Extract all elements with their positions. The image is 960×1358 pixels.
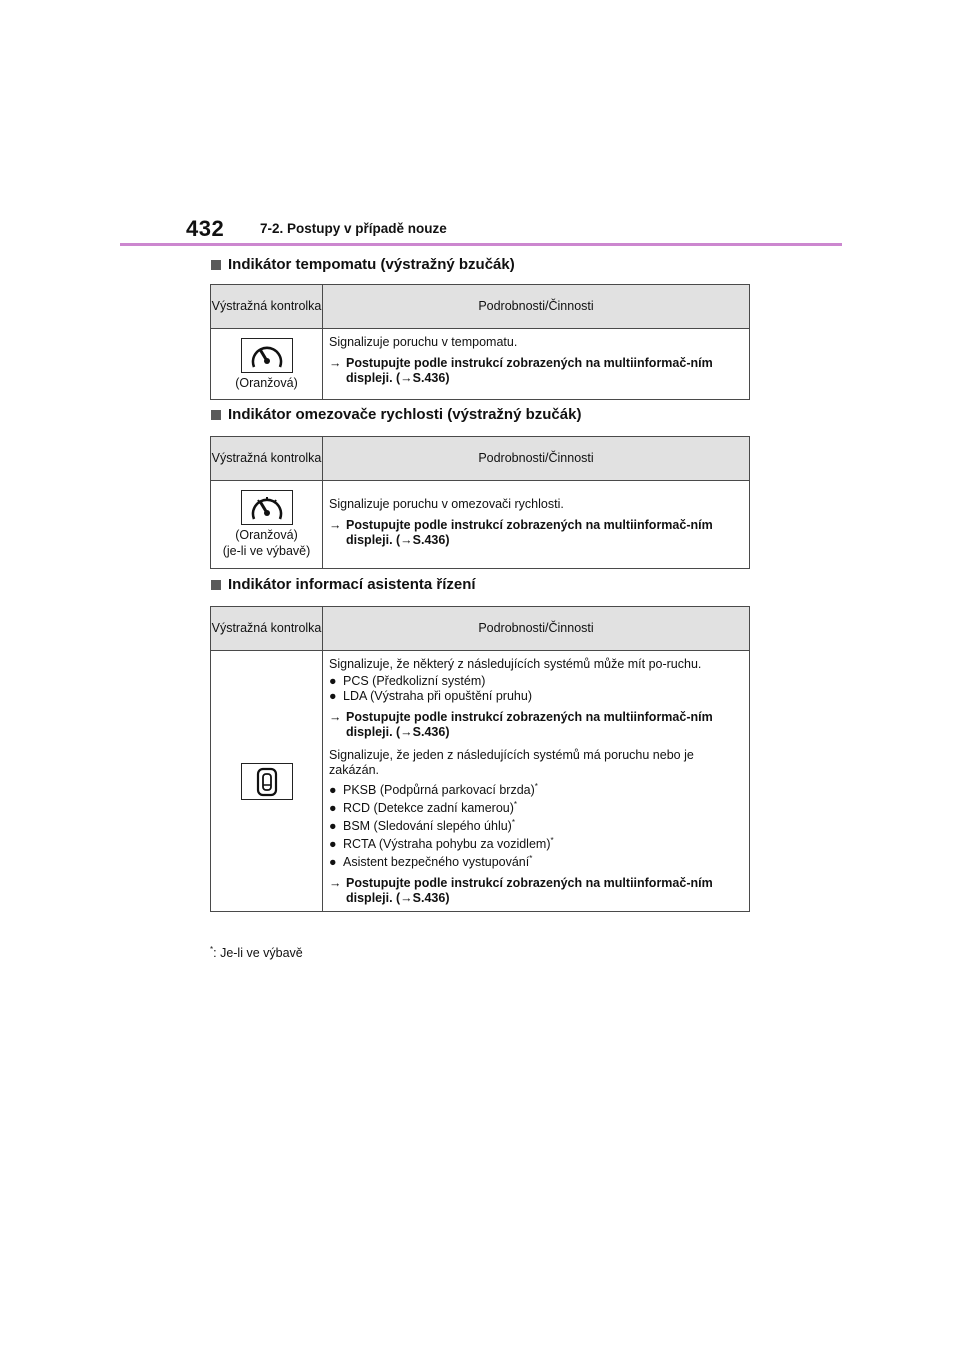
description-text: Signalizuje, že jeden z následujících systémů má poruchu nebo je zakázán.	[329, 748, 694, 777]
details-cell	[323, 651, 750, 912]
list-item-text: RCTA (Výstraha pohybu za vozidlem)	[343, 837, 551, 851]
bullet-dot-icon: ●	[329, 689, 337, 703]
header-lamp: Výstražná kontrolka	[211, 285, 323, 329]
table-row	[211, 481, 750, 569]
bullet-dot-icon: ●	[329, 819, 337, 833]
action-instruction	[329, 356, 744, 386]
bullet-dot-icon: ●	[329, 855, 337, 869]
arrow-icon: →	[329, 876, 342, 890]
footnote-mark: *	[534, 781, 538, 791]
action-text: Postupujte podle instrukcí zobrazených na multiinformač-ním displeji. (→S.436)	[346, 876, 713, 905]
bullet-dot-icon: ●	[329, 783, 337, 797]
arrow-icon: →	[329, 710, 342, 724]
list-item	[329, 801, 744, 816]
list-item-text: PCS (Předkolizní systém)	[343, 674, 486, 688]
lamp-color-caption: (Oranžová)	[235, 375, 298, 390]
warning-table-driving-assist	[210, 606, 750, 912]
footnote-mark: *	[550, 835, 554, 845]
list-item	[329, 837, 744, 852]
square-bullet-icon	[211, 410, 221, 420]
list-item	[329, 819, 744, 834]
description-text: Signalizuje poruchu v omezovači rychlosti.	[329, 496, 564, 511]
header-details: Podrobnosti/Činnosti	[323, 285, 750, 329]
list-item	[329, 855, 744, 870]
action-text: Postupujte podle instrukcí zobrazených na multiinformač-ním displeji. (→S.436)	[346, 356, 713, 385]
list-item-text: LDA (Výstraha při opuštění pruhu)	[343, 689, 532, 703]
square-bullet-icon	[211, 580, 221, 590]
section-heading-driving-assist	[211, 576, 476, 593]
table-header-row	[211, 437, 750, 481]
arrow-icon: →	[329, 356, 342, 370]
lamp-cell	[211, 329, 323, 400]
description-text: Signalizuje, že některý z následujících systémů může mít po-ruchu.	[329, 657, 702, 671]
action-text: Postupujte podle instrukcí zobrazených na multiinformač-ním displeji. (→S.436)	[346, 710, 713, 739]
list-item-text: Asistent bezpečného vystupování	[343, 855, 530, 869]
section-heading-text: Indikátor informací asistenta řízení	[228, 576, 476, 593]
chapter-title: 7-2. Postupy v případě nouze	[260, 221, 447, 236]
list-item	[329, 674, 744, 689]
action-instruction	[329, 518, 744, 548]
footnote-mark: *	[511, 817, 515, 827]
driving-assist-info-icon	[241, 763, 293, 800]
square-bullet-icon	[211, 260, 221, 270]
warning-table-cruise-control	[210, 284, 750, 400]
table-row	[211, 651, 750, 912]
list-item	[329, 689, 744, 704]
header-details: Podrobnosti/Činnosti	[323, 437, 750, 481]
footnote-mark: *	[210, 944, 214, 954]
bullet-dot-icon: ●	[329, 801, 337, 815]
description-text: Signalizuje poruchu v tempomatu.	[329, 335, 518, 349]
footnote-mark: *	[513, 799, 518, 809]
page-number: 432	[186, 216, 225, 241]
list-item	[329, 783, 744, 798]
action-instruction	[329, 876, 744, 906]
footnote	[210, 946, 303, 960]
table-row	[211, 329, 750, 400]
action-text: Postupujte podle instrukcí zobrazených na multiinformač-ním displeji. (→S.436)	[346, 517, 713, 547]
cruise-control-warning-icon	[241, 338, 293, 373]
table-header-row	[211, 607, 750, 651]
lamp-availability-caption: (je-li ve výbavě)	[222, 544, 311, 558]
bullet-dot-icon: ●	[329, 674, 337, 688]
list-item-text: PKSB (Podpůrná parkovací brzda)	[343, 783, 535, 797]
footnote-text: : Je-li ve výbavě	[213, 946, 303, 960]
lamp-cell	[211, 481, 323, 569]
arrow-icon: →	[329, 517, 342, 532]
details-cell	[323, 329, 750, 400]
details-cell	[323, 481, 750, 569]
footnote-mark: *	[529, 853, 533, 863]
header-rule	[120, 243, 842, 246]
header-details: Podrobnosti/Činnosti	[323, 607, 750, 651]
header-lamp: Výstražná kontrolka	[211, 607, 323, 651]
list-item-text: RCD (Detekce zadní kamerou)	[343, 801, 514, 815]
section-heading-speed-limiter	[211, 406, 581, 423]
lamp-color-caption: (Oranžová)	[235, 528, 298, 542]
table-header-row	[211, 285, 750, 329]
action-instruction	[329, 710, 744, 740]
section-heading-text: Indikátor tempomatu (výstražný bzučák)	[228, 256, 515, 273]
warning-table-speed-limiter	[210, 436, 750, 569]
bullet-dot-icon: ●	[329, 837, 337, 851]
list-item-text: BSM (Sledování slepého úhlu)	[343, 819, 512, 833]
header-lamp: Výstražná kontrolka	[211, 437, 323, 481]
speed-limiter-warning-icon	[241, 490, 293, 525]
lamp-cell	[211, 651, 323, 912]
section-heading-cruise-control	[211, 256, 515, 273]
section-heading-text: Indikátor omezovače rychlosti (výstražný bzučák)	[228, 406, 582, 423]
